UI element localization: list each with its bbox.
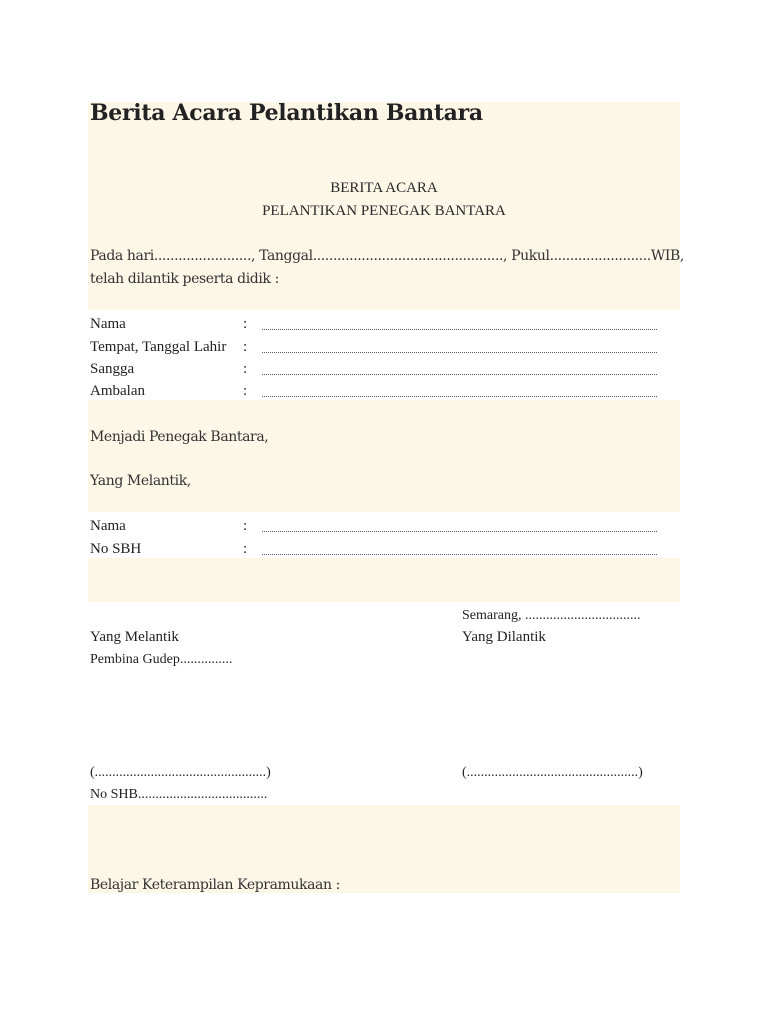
field-blank-line — [262, 329, 657, 330]
intro-line-2: telah dilantik peserta didik : — [90, 271, 279, 287]
place-date: Semarang, ................................. — [462, 608, 641, 623]
left-sign-role: Yang Melantik — [90, 629, 179, 645]
field-row-ttl — [90, 339, 660, 359]
field-colon: : — [243, 541, 248, 557]
field-row-ambalan — [90, 383, 660, 403]
field-colon: : — [243, 383, 248, 399]
page-title: Berita Acara Pelantikan Bantara — [90, 100, 483, 126]
field-blank-line — [262, 352, 657, 353]
right-sign-name: (.................................................) — [462, 765, 643, 780]
field-label: Sangga — [90, 361, 135, 377]
field-blank-line — [262, 554, 657, 555]
right-sign-role: Yang Dilantik — [462, 629, 546, 645]
field-colon: : — [243, 339, 248, 355]
footer-heading: Belajar Keterampilan Kepramukaan : — [90, 877, 340, 893]
spacer-band — [88, 558, 680, 602]
field-label: Nama — [90, 518, 126, 534]
field-label: Ambalan — [90, 383, 145, 399]
field-row-nama — [90, 316, 660, 336]
field-row-inaugurator-sbh — [90, 541, 660, 561]
left-sign-name: (.................................................) — [90, 765, 271, 780]
field-blank-line — [262, 531, 657, 532]
result-text: Menjadi Penegak Bantara, — [90, 429, 269, 445]
field-colon: : — [243, 361, 248, 377]
inaugurator-heading: Yang Melantik, — [90, 473, 191, 489]
intro-line-1: Pada hari........................, Tanggal..............................................., Pukul.........................WIB, — [90, 248, 684, 264]
field-colon: : — [243, 316, 248, 332]
result-band — [88, 400, 680, 512]
field-label: Nama — [90, 316, 126, 332]
field-colon: : — [243, 518, 248, 534]
field-blank-line — [262, 374, 657, 375]
field-label: Tempat, Tanggal Lahir — [90, 339, 227, 355]
left-sign-shb: No SHB..................................... — [90, 787, 268, 802]
field-row-sangga — [90, 361, 660, 381]
heading-line-1: BERITA ACARA — [330, 180, 438, 196]
field-label: No SBH — [90, 541, 142, 557]
field-blank-line — [262, 396, 657, 397]
heading-line-2: PELANTIKAN PENEGAK BANTARA — [262, 203, 506, 219]
field-row-inaugurator-nama — [90, 518, 660, 538]
left-sign-title: Pembina Gudep............... — [90, 652, 233, 667]
